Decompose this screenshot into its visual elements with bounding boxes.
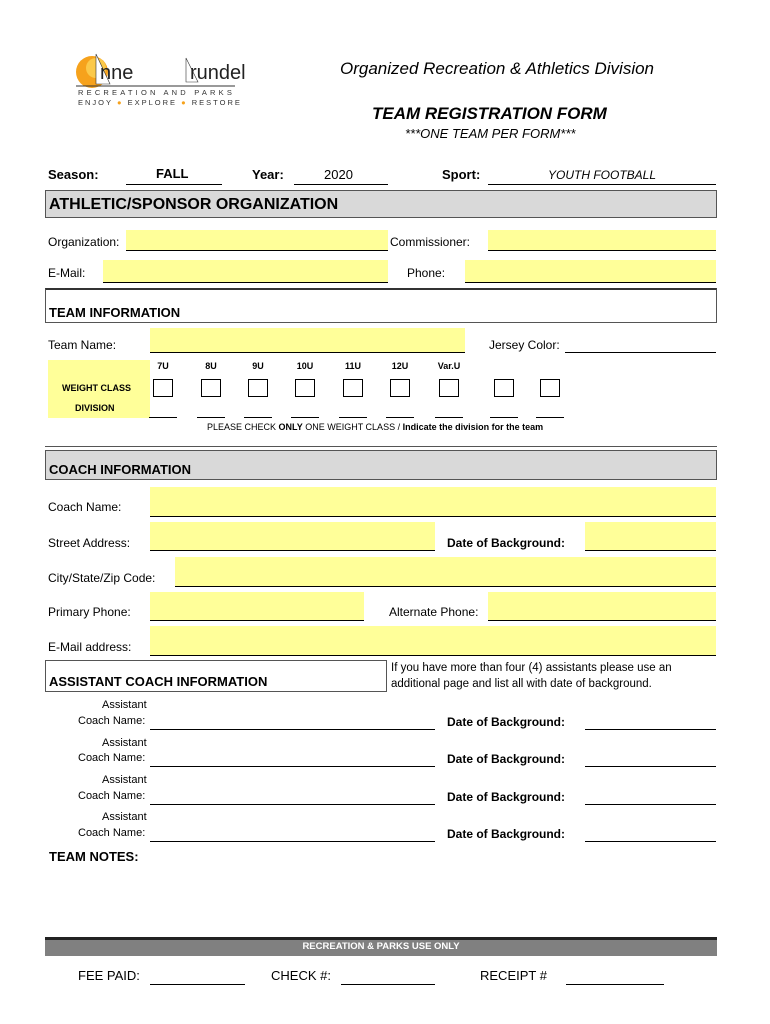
assistant-background-label-2: Date of Background: [447, 752, 566, 766]
team-notes-label: TEAM NOTES: [49, 849, 139, 864]
org-section-title: ATHLETIC/SPONSOR ORGANIZATION [49, 196, 339, 213]
org-email-input[interactable] [103, 260, 388, 283]
fee-paid-input[interactable] [150, 984, 245, 985]
assistant-label-4-top: Assistant [102, 811, 147, 823]
coach-name-input[interactable] [150, 487, 716, 517]
year-value[interactable]: 2020 [324, 167, 353, 182]
note-bold: Indicate the division for the team [402, 422, 544, 432]
division-line-12u[interactable] [386, 417, 414, 418]
alternate-phone-input[interactable] [488, 592, 716, 621]
division-line-varu[interactable] [435, 417, 463, 418]
receipt-number-label: RECEIPT # [480, 968, 547, 983]
org-phone-input[interactable] [465, 260, 716, 283]
division-line-10u[interactable] [291, 417, 319, 418]
receipt-number-input[interactable] [566, 984, 664, 985]
office-use-title: RECREATION & PARKS USE ONLY [302, 941, 460, 952]
logo-tagline-1: RECREATION AND PARKS [78, 88, 236, 97]
note-only: ONLY [278, 422, 303, 432]
division-label: DIVISION [75, 403, 115, 413]
division-line-9u[interactable] [244, 417, 272, 418]
checkbox-9u[interactable] [248, 379, 268, 397]
assistant-label-1-top: Assistant [102, 699, 147, 711]
assistant-background-label-1: Date of Background: [447, 715, 566, 729]
weight-label-7u: 7U [157, 361, 169, 371]
organization-label: Organization: [48, 235, 120, 249]
note-mid: ONE WEIGHT CLASS / [302, 422, 403, 432]
email-label: E-Mail: [48, 266, 86, 280]
jersey-color-label: Jersey Color: [489, 338, 560, 352]
team-name-input[interactable] [150, 328, 465, 353]
jersey-color-input[interactable] [565, 352, 716, 353]
division-title: Organized Recreation & Athletics Division [340, 59, 655, 78]
organization-input[interactable] [126, 230, 388, 251]
weight-label-10u: 10U [296, 361, 314, 371]
tag-restore: RESTORE [191, 98, 242, 107]
checkbox-10u[interactable] [295, 379, 315, 397]
coach-email-label: E-Mail address: [48, 640, 132, 654]
sport-line [488, 184, 716, 185]
assistant-note: If you have more than four (4) assistants please use an additional page and list all with date of background. [391, 662, 672, 690]
tag-enjoy: ENJOY [78, 98, 113, 107]
alternate-phone-label: Alternate Phone: [389, 605, 479, 619]
assistant-background-input-2[interactable] [585, 766, 716, 767]
phone-label: Phone: [407, 266, 446, 280]
primary-phone-input[interactable] [150, 592, 364, 621]
team-section-title: TEAM INFORMATION [49, 305, 181, 320]
weight-class-label: WEIGHT CLASS [62, 383, 131, 393]
note-pre: PLEASE CHECK [207, 422, 279, 432]
coach-section-rule [45, 446, 717, 447]
assistant-background-input-1[interactable] [585, 729, 716, 730]
checkbox-8u[interactable] [201, 379, 221, 397]
season-label: Season: [48, 167, 99, 182]
weight-label-9u: 9U [252, 361, 264, 371]
checkbox-extra-1[interactable] [494, 379, 514, 397]
logo-text-arundel: rundel [190, 62, 246, 84]
weight-label-11u: 11U [344, 361, 361, 371]
check-number-label: CHECK #: [271, 968, 331, 983]
city-state-zip-input[interactable] [175, 557, 716, 587]
street-address-label: Street Address: [48, 536, 131, 550]
logo-text-anne: nne [100, 62, 134, 84]
coach-background-input[interactable] [585, 522, 716, 551]
fee-paid-label: FEE PAID: [78, 968, 140, 983]
form-note: ***ONE TEAM PER FORM*** [405, 126, 576, 141]
season-line [126, 184, 222, 185]
assistant-label-4-bottom: Coach Name: [78, 827, 146, 839]
assistant-name-input-3[interactable] [150, 804, 435, 805]
anne-arundel-logo [70, 48, 245, 110]
form-title: TEAM REGISTRATION FORM [372, 104, 607, 123]
checkbox-extra-2[interactable] [540, 379, 560, 397]
division-line-extra-2[interactable] [536, 417, 564, 418]
weight-label-12u: 12U [391, 361, 409, 371]
division-line-11u[interactable] [339, 417, 367, 418]
season-value[interactable]: FALL [156, 166, 189, 181]
coach-email-input[interactable] [150, 626, 716, 656]
assistant-label-2-bottom: Coach Name: [78, 752, 146, 764]
primary-phone-label: Primary Phone: [48, 605, 131, 619]
assistant-background-label-3: Date of Background: [447, 790, 566, 804]
division-line-extra-1[interactable] [490, 417, 518, 418]
assistant-name-input-1[interactable] [150, 729, 435, 730]
logo-tagline-2: ENJOY ● EXPLORE ● RESTORE [78, 98, 242, 107]
city-state-zip-label: City/State/Zip Code: [48, 571, 156, 585]
checkbox-varu[interactable] [439, 379, 459, 397]
coach-name-label: Coach Name: [48, 500, 122, 514]
weight-label-8u: 8U [205, 361, 217, 371]
weight-label-varu: Var.U [437, 361, 461, 371]
team-name-label: Team Name: [48, 338, 117, 352]
check-number-input[interactable] [341, 984, 435, 985]
street-address-input[interactable] [150, 522, 435, 551]
team-notes-area[interactable] [150, 846, 716, 926]
assistant-label-3-bottom: Coach Name: [78, 790, 146, 802]
checkbox-12u[interactable] [390, 379, 410, 397]
sport-value[interactable]: YOUTH FOOTBALL [548, 168, 657, 182]
assistant-background-input-4[interactable] [585, 841, 716, 842]
coach-background-label: Date of Background: [447, 536, 566, 550]
assistant-section-title: ASSISTANT COACH INFORMATION [49, 674, 268, 689]
coach-section-title: COACH INFORMATION [49, 462, 192, 477]
assistant-background-label-4: Date of Background: [447, 827, 566, 841]
division-line-7u[interactable] [149, 417, 177, 418]
tag-explore: EXPLORE [127, 98, 178, 107]
division-line-8u[interactable] [197, 417, 225, 418]
assistant-name-input-4[interactable] [150, 841, 435, 842]
assistant-label-2-top: Assistant [102, 737, 147, 749]
weight-class-note [207, 422, 543, 432]
commissioner-label: Commissioner: [390, 235, 471, 249]
sport-label: Sport: [442, 167, 481, 182]
assistant-name-input-2[interactable] [150, 766, 435, 767]
checkbox-11u[interactable] [343, 379, 363, 397]
checkbox-7u[interactable] [153, 379, 173, 397]
assistant-background-input-3[interactable] [585, 804, 716, 805]
commissioner-input[interactable] [488, 230, 716, 251]
assistant-label-1-bottom: Coach Name: [78, 715, 146, 727]
assistant-label-3-top: Assistant [102, 774, 147, 786]
year-line [294, 184, 388, 185]
year-label: Year: [252, 167, 284, 182]
